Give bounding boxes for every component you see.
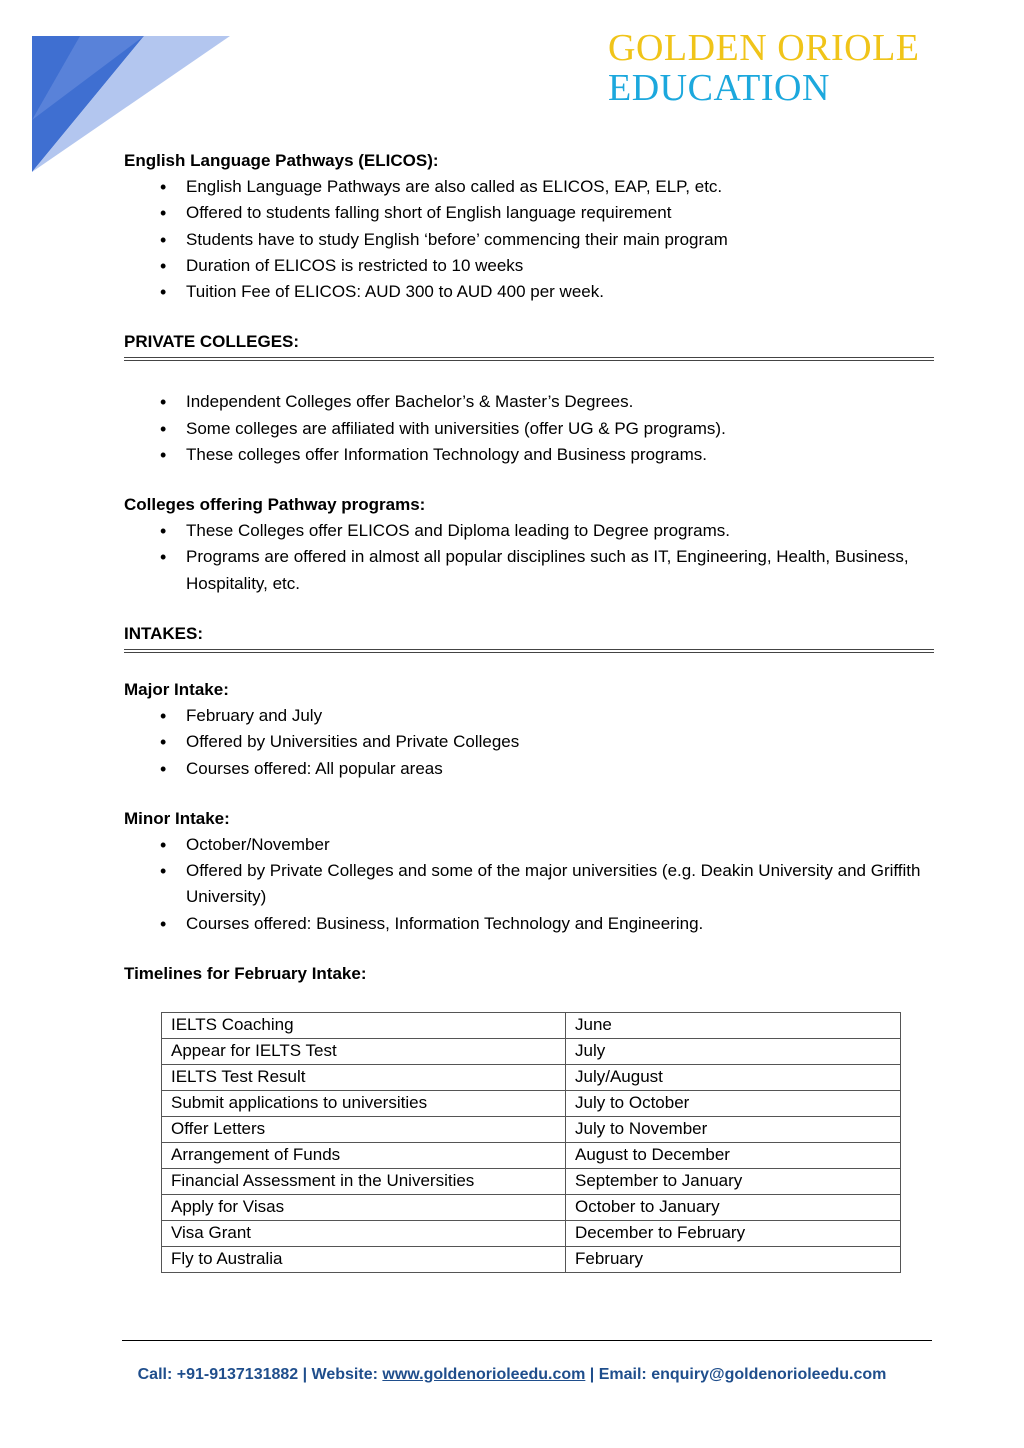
logo-line-1: GOLDEN ORIOLE (608, 27, 920, 69)
minor-intake-list (124, 832, 934, 937)
table-row (162, 1013, 901, 1039)
table-cell: Financial Assessment in the Universities (162, 1169, 566, 1195)
table-cell: July to November (566, 1117, 901, 1143)
list-item: • Students have to study English ‘before’ commencing their main program (186, 227, 934, 253)
table-cell: Arrangement of Funds (162, 1143, 566, 1169)
table-row (162, 1221, 901, 1247)
list-item: • Courses offered: Business, Information Technology and Engineering. (186, 911, 934, 937)
table-cell: Apply for Visas (162, 1195, 566, 1221)
pathway-list (124, 518, 934, 597)
footer-email-label: | Email: enquiry@goldenorioleedu.com (585, 1366, 887, 1383)
table-cell: February (566, 1247, 901, 1273)
list-item: • Offered to students falling short of English language requirement (186, 200, 934, 226)
table-cell: December to February (566, 1221, 901, 1247)
list-item: • Duration of ELICOS is restricted to 10 weeks (186, 253, 934, 279)
list-item: • February and July (186, 703, 934, 729)
brand-logo (608, 28, 920, 108)
list-item: • Tuition Fee of ELICOS: AUD 300 to AUD 400 per week. (186, 279, 934, 305)
list-item: • Offered by Universities and Private Colleges (186, 729, 934, 755)
table-cell: Submit applications to universities (162, 1091, 566, 1117)
table-cell: Offer Letters (162, 1117, 566, 1143)
logo-line-2: EDUCATION (608, 67, 830, 109)
table-row (162, 1091, 901, 1117)
private-colleges-heading: PRIVATE COLLEGES: (124, 332, 300, 352)
table-cell: IELTS Test Result (162, 1065, 566, 1091)
table-row (162, 1143, 901, 1169)
table-row (162, 1169, 901, 1195)
table-cell: July to October (566, 1091, 901, 1117)
document-body (124, 148, 934, 1273)
private-colleges-list (124, 389, 934, 468)
footer-rule (122, 1340, 932, 1341)
elicos-heading: English Language Pathways (ELICOS): (124, 151, 439, 170)
footer-call-label: Call: +91-9137131882 | Website: (137, 1366, 383, 1383)
table-row (162, 1065, 901, 1091)
website-link[interactable]: www.goldenorioleedu.com (382, 1366, 586, 1383)
table-cell: IELTS Coaching (162, 1013, 566, 1039)
minor-intake-heading: Minor Intake: (124, 808, 230, 828)
table-row (162, 1117, 901, 1143)
list-item: • Courses offered: All popular areas (186, 756, 934, 782)
intakes-heading: INTAKES: (124, 623, 204, 643)
list-item: • October/November (186, 832, 934, 858)
table-cell: Visa Grant (162, 1221, 566, 1247)
table-cell: July/August (566, 1065, 901, 1091)
table-cell: June (566, 1013, 901, 1039)
list-item: • Programs are offered in almost all popular disciplines such as IT, Engineering, Health, Business, Hospitality, etc. (186, 544, 934, 596)
timelines-table (161, 1012, 901, 1273)
table-cell: September to January (566, 1169, 901, 1195)
list-item: • These colleges offer Information Technology and Business programs. (186, 442, 934, 468)
table-row (162, 1247, 901, 1273)
list-item: • These Colleges offer ELICOS and Diploma leading to Degree programs. (186, 518, 934, 544)
table-row (162, 1039, 901, 1065)
major-intake-list (124, 703, 934, 782)
table-cell: August to December (566, 1143, 901, 1169)
list-item: • Some colleges are affiliated with universities (offer UG & PG programs). (186, 416, 934, 442)
elicos-list (124, 174, 934, 305)
table-cell: October to January (566, 1195, 901, 1221)
footer-contact (0, 1366, 1024, 1384)
list-item: • Independent Colleges offer Bachelor’s & Master’s Degrees. (186, 389, 934, 415)
list-item: • Offered by Private Colleges and some of the major universities (e.g. Deakin University and Griffith University) (186, 858, 934, 910)
table-row (162, 1195, 901, 1221)
timelines-heading: Timelines for February Intake: (124, 963, 367, 983)
pathway-heading: Colleges offering Pathway programs: (124, 495, 426, 515)
table-cell: Fly to Australia (162, 1247, 566, 1273)
table-cell: July (566, 1039, 901, 1065)
list-item: • English Language Pathways are also called as ELICOS, EAP, ELP, etc. (186, 174, 934, 200)
table-cell: Appear for IELTS Test (162, 1039, 566, 1065)
major-intake-heading: Major Intake: (124, 680, 229, 700)
